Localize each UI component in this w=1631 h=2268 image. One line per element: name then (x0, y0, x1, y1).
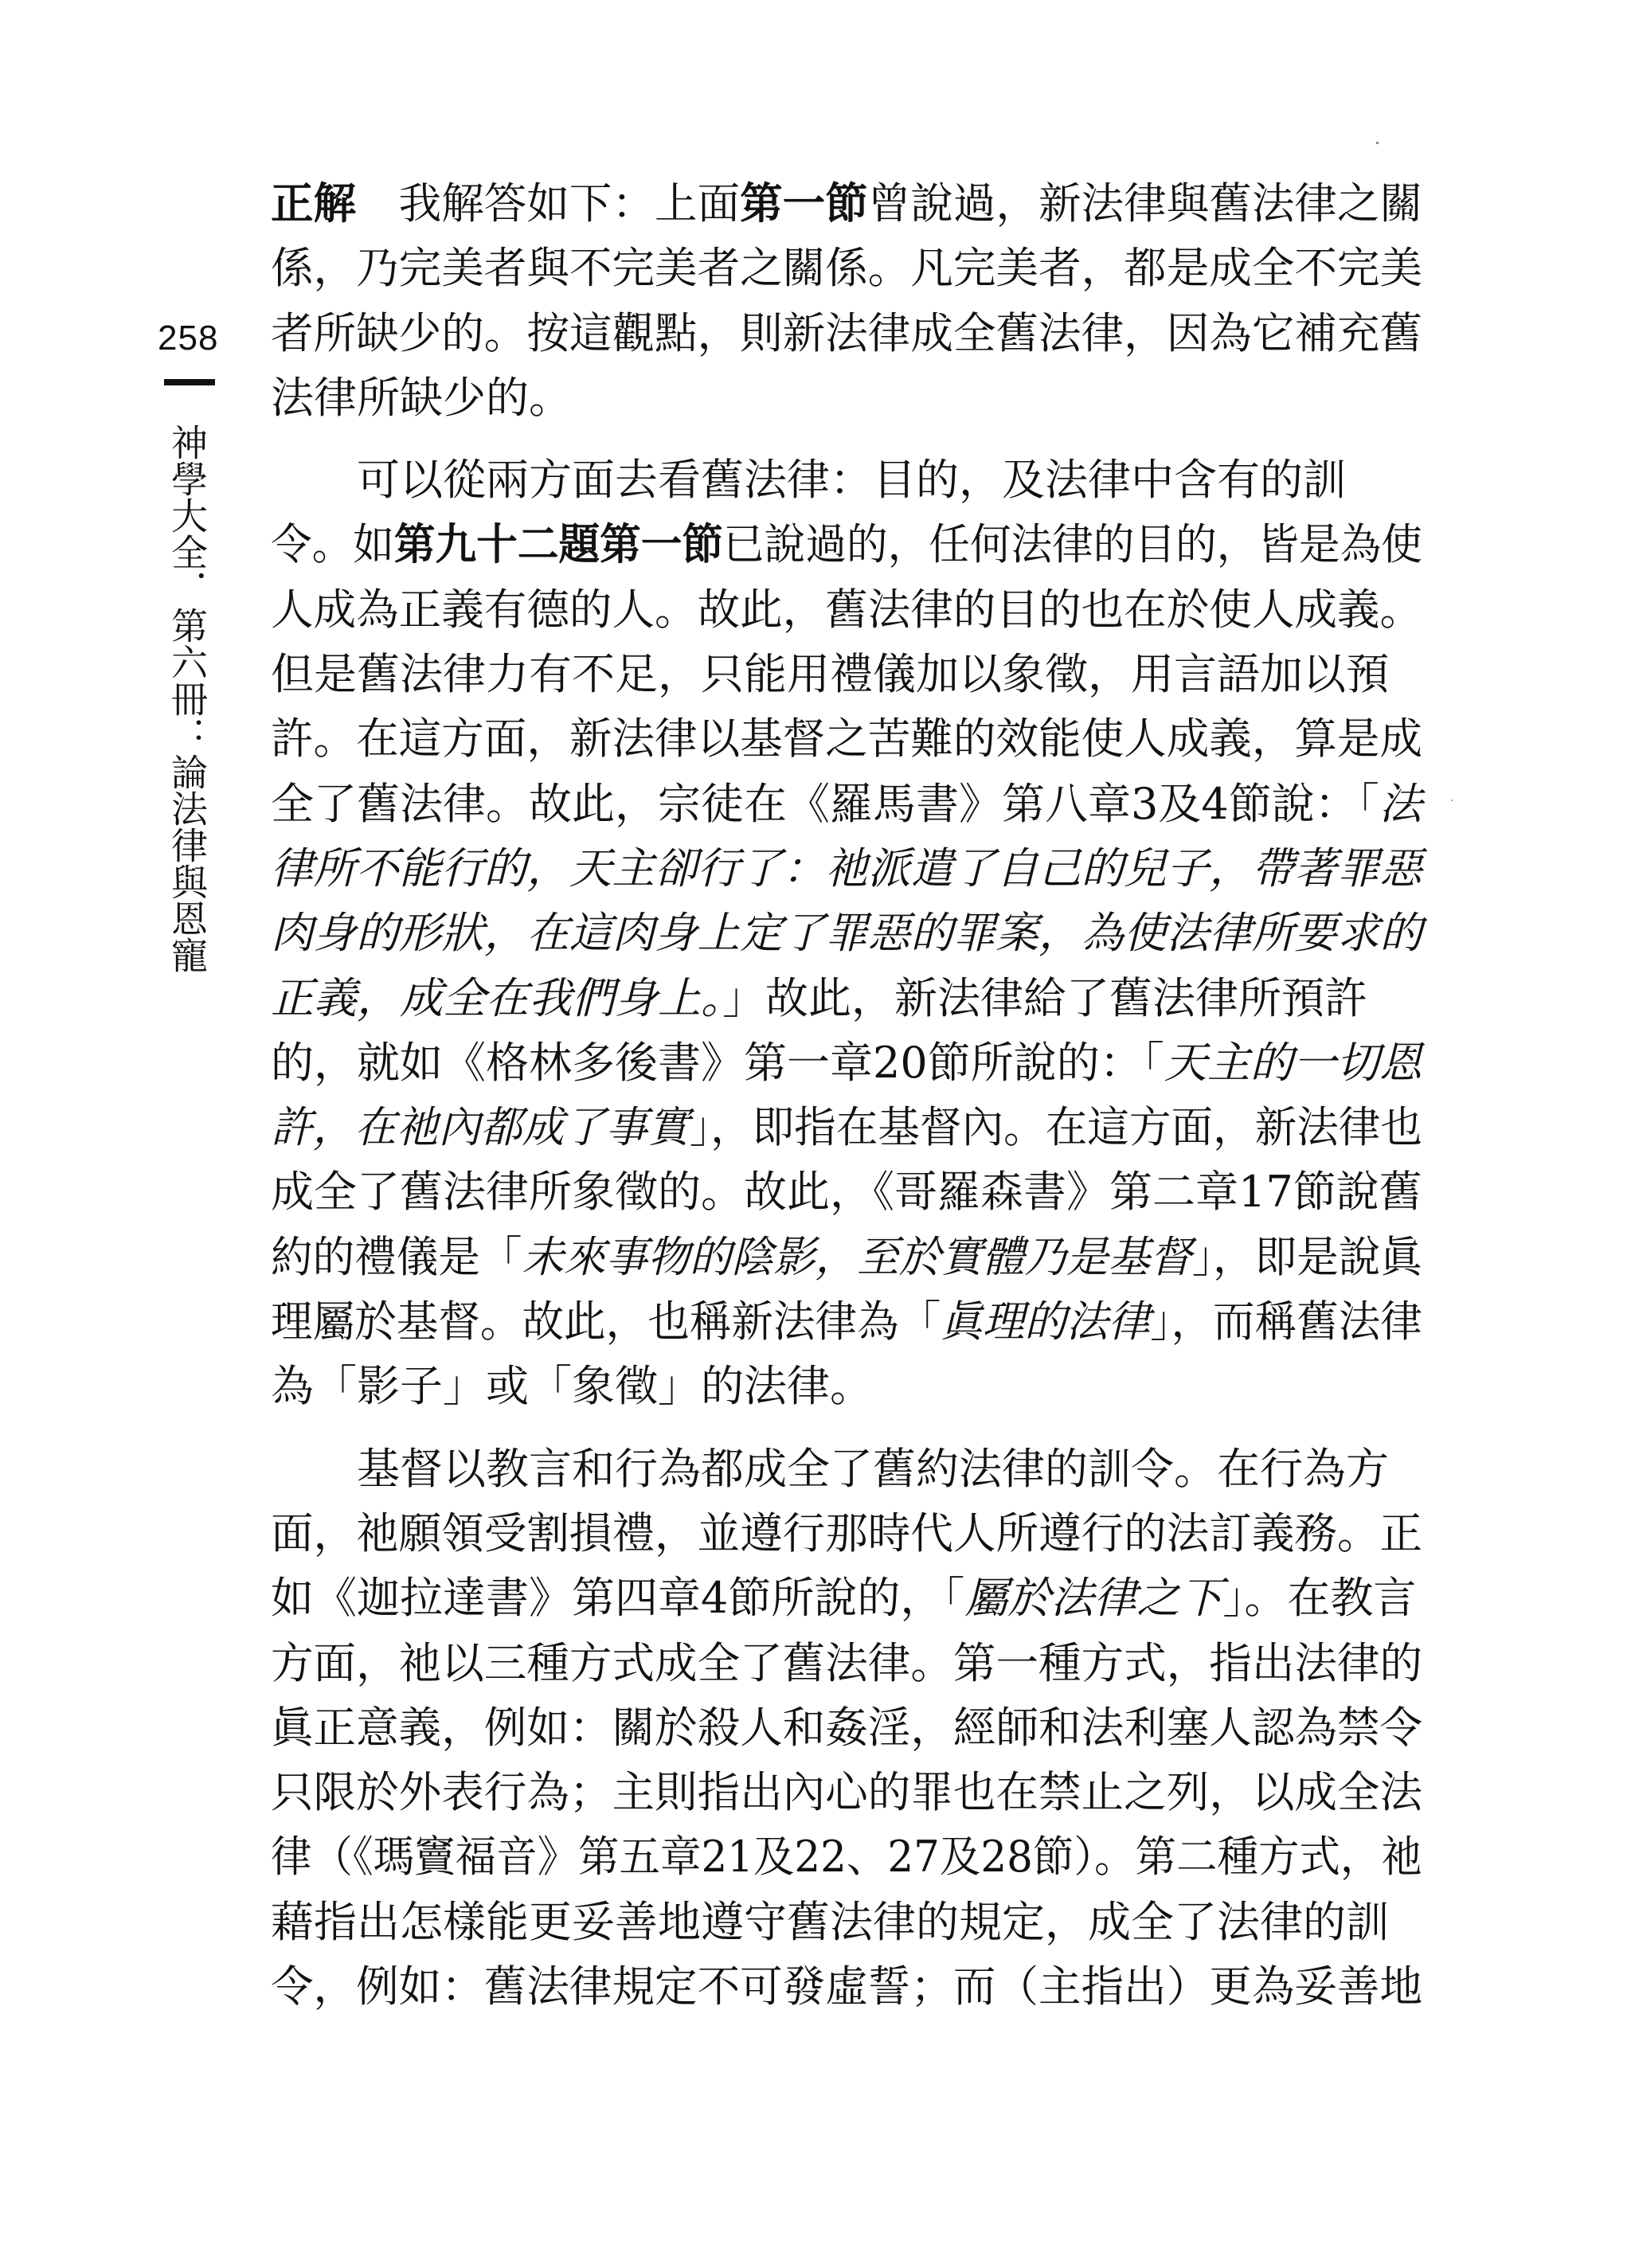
text-line (271, 301, 1423, 366)
text-line (271, 901, 1423, 965)
text-line (271, 642, 1422, 706)
text-run: 令。如 (271, 519, 394, 570)
text-line (271, 171, 1423, 236)
bold-reference: 第九十二題第一節 (393, 519, 724, 570)
text-run: 」。在教言 (1222, 1573, 1417, 1624)
text-run: 」故此，新法律給了舊法律所預許 (722, 972, 1367, 1023)
scripture-quote: 許，在祂內都成了事實 (271, 1102, 690, 1153)
body-text (271, 171, 1422, 2019)
text-line (271, 1760, 1423, 1824)
scripture-quote: 律所不能行的，天主卻行了：祂派遣了自己的兒子，帶著罪惡 (271, 843, 1423, 894)
text-line (271, 1501, 1423, 1566)
paragraph (271, 1437, 1422, 2020)
text-line (271, 366, 1422, 430)
paragraph (271, 448, 1422, 1418)
scripture-quote: 肉身的形狀，在這肉身上定了罪惡的罪案，為使法律所要求的 (271, 908, 1423, 959)
scripture-quote: 法 (1379, 778, 1422, 829)
text-run: 」，即指在基督內。在這方面，新法律也 (689, 1102, 1422, 1153)
text-run: 的，就如《格林多後書》第一章20節所說的：「 (271, 1037, 1164, 1088)
scripture-quote: 眞理的法律 (941, 1296, 1151, 1347)
text-run: 約的禮儀是「 (271, 1231, 522, 1282)
text-line (271, 1354, 1422, 1418)
scripture-quote: 天主的一切恩 (1164, 1037, 1422, 1088)
text-run: 如《迦拉達書》第四章4節所說的，「 (271, 1573, 965, 1624)
text-run: 基督以教言和行為都成全了舊約法律的訓令。在行為方 (271, 1443, 1389, 1494)
text-run: 但是舊法律力有不足，只能用禮儀加以象徵，用言語加以預 (271, 649, 1389, 700)
text-run: 已說過的，任何法律的目的，皆是為使 (723, 519, 1422, 570)
text-run: 係，乃完美者與不完美者之關係。凡完美者，都是成全不完美 (271, 243, 1423, 294)
text-run: 者所缺少的。按這觀點，則新法律成全舊法律，因為它補充舊 (271, 307, 1423, 358)
text-line (271, 966, 1422, 1030)
text-run: 人成為正義有德的人。故此，舊法律的目的也在於使人成義。 (271, 584, 1423, 635)
text-line (271, 1225, 1422, 1289)
text-line (271, 512, 1422, 577)
text-line (271, 448, 1422, 512)
text-line (271, 772, 1422, 836)
text-line (271, 1890, 1422, 1954)
scripture-quote: 未來事物的陰影，至於實體乃是基督 (522, 1231, 1192, 1282)
text-line (271, 577, 1423, 642)
scan-speck (1451, 800, 1453, 801)
text-run: 」，即是說眞 (1191, 1231, 1422, 1282)
scan-speck (1376, 142, 1379, 144)
text-run: 曾說過，新法律與舊法律之關 (867, 178, 1423, 229)
text-run: 面，祂願領受割損禮，並遵行那時代人所遵行的法訂義務。正 (271, 1507, 1423, 1558)
scripture-quote: 屬於法律之下 (964, 1573, 1223, 1624)
text-line (271, 836, 1423, 901)
text-run: 令，例如：舊法律規定不可發虛誓；而（主指出）更為妥善地 (271, 1961, 1423, 2012)
text-line (271, 706, 1423, 771)
text-line (271, 1631, 1423, 1695)
text-run: 全了舊法律。故此，宗徒在《羅馬書》第八章3及4節說：「 (271, 778, 1379, 829)
paragraph-gap (271, 430, 1422, 448)
running-title: 神學大全．第六冊：論法律與恩寵 (166, 424, 209, 973)
text-run: 」，而稱舊法律 (1150, 1296, 1422, 1347)
scripture-quote: 正義，成全在我們身上。 (271, 972, 722, 1023)
text-run: 成全了舊法律所象徵的。故此，《哥羅森書》第二章17節說舊 (271, 1167, 1422, 1218)
bold-reference: 正解 (271, 178, 357, 229)
text-run: 法律所缺少的。 (271, 372, 572, 423)
text-run: 為「影子」或「象徵」的法律。 (271, 1361, 873, 1412)
bold-reference: 第一節 (740, 178, 868, 229)
text-run: 我解答如下：上面 (356, 178, 741, 229)
text-line (271, 1437, 1422, 1501)
text-run: 藉指出怎樣能更妥善地遵守舊法律的規定，成全了法律的訓 (271, 1896, 1389, 1947)
text-run: 眞正意義，例如：關於殺人和姦淫，經師和法利塞人認為禁令 (271, 1702, 1423, 1753)
text-run: 律（《瑪竇福音》第五章21及22、27及28節）。第二種方式，祂 (271, 1832, 1422, 1883)
text-line (271, 1695, 1423, 1760)
text-line (271, 1030, 1422, 1095)
text-line (271, 1954, 1423, 2019)
paragraph-gap (271, 1419, 1422, 1437)
text-run: 只限於外表行為；主則指出內心的罪也在禁止之列，以成全法 (271, 1767, 1423, 1818)
paragraph (271, 171, 1422, 430)
text-line (271, 1566, 1422, 1630)
text-line (271, 1824, 1422, 1889)
text-run: 許。在這方面，新法律以基督之苦難的效能使人成義，算是成 (271, 714, 1423, 764)
text-run: 可以從兩方面去看舊法律：目的，及法律中含有的訓 (271, 455, 1346, 506)
text-run: 理屬於基督。故此，也稱新法律為「 (271, 1296, 941, 1347)
text-run: 方面，祂以三種方式成全了舊法律。第一種方式，指出法律的 (271, 1637, 1423, 1688)
text-line (271, 236, 1423, 300)
text-line (271, 1159, 1422, 1224)
margin-rule (164, 379, 215, 385)
page-number: 258 (158, 319, 219, 358)
text-line (271, 1095, 1422, 1159)
text-line (271, 1289, 1422, 1354)
